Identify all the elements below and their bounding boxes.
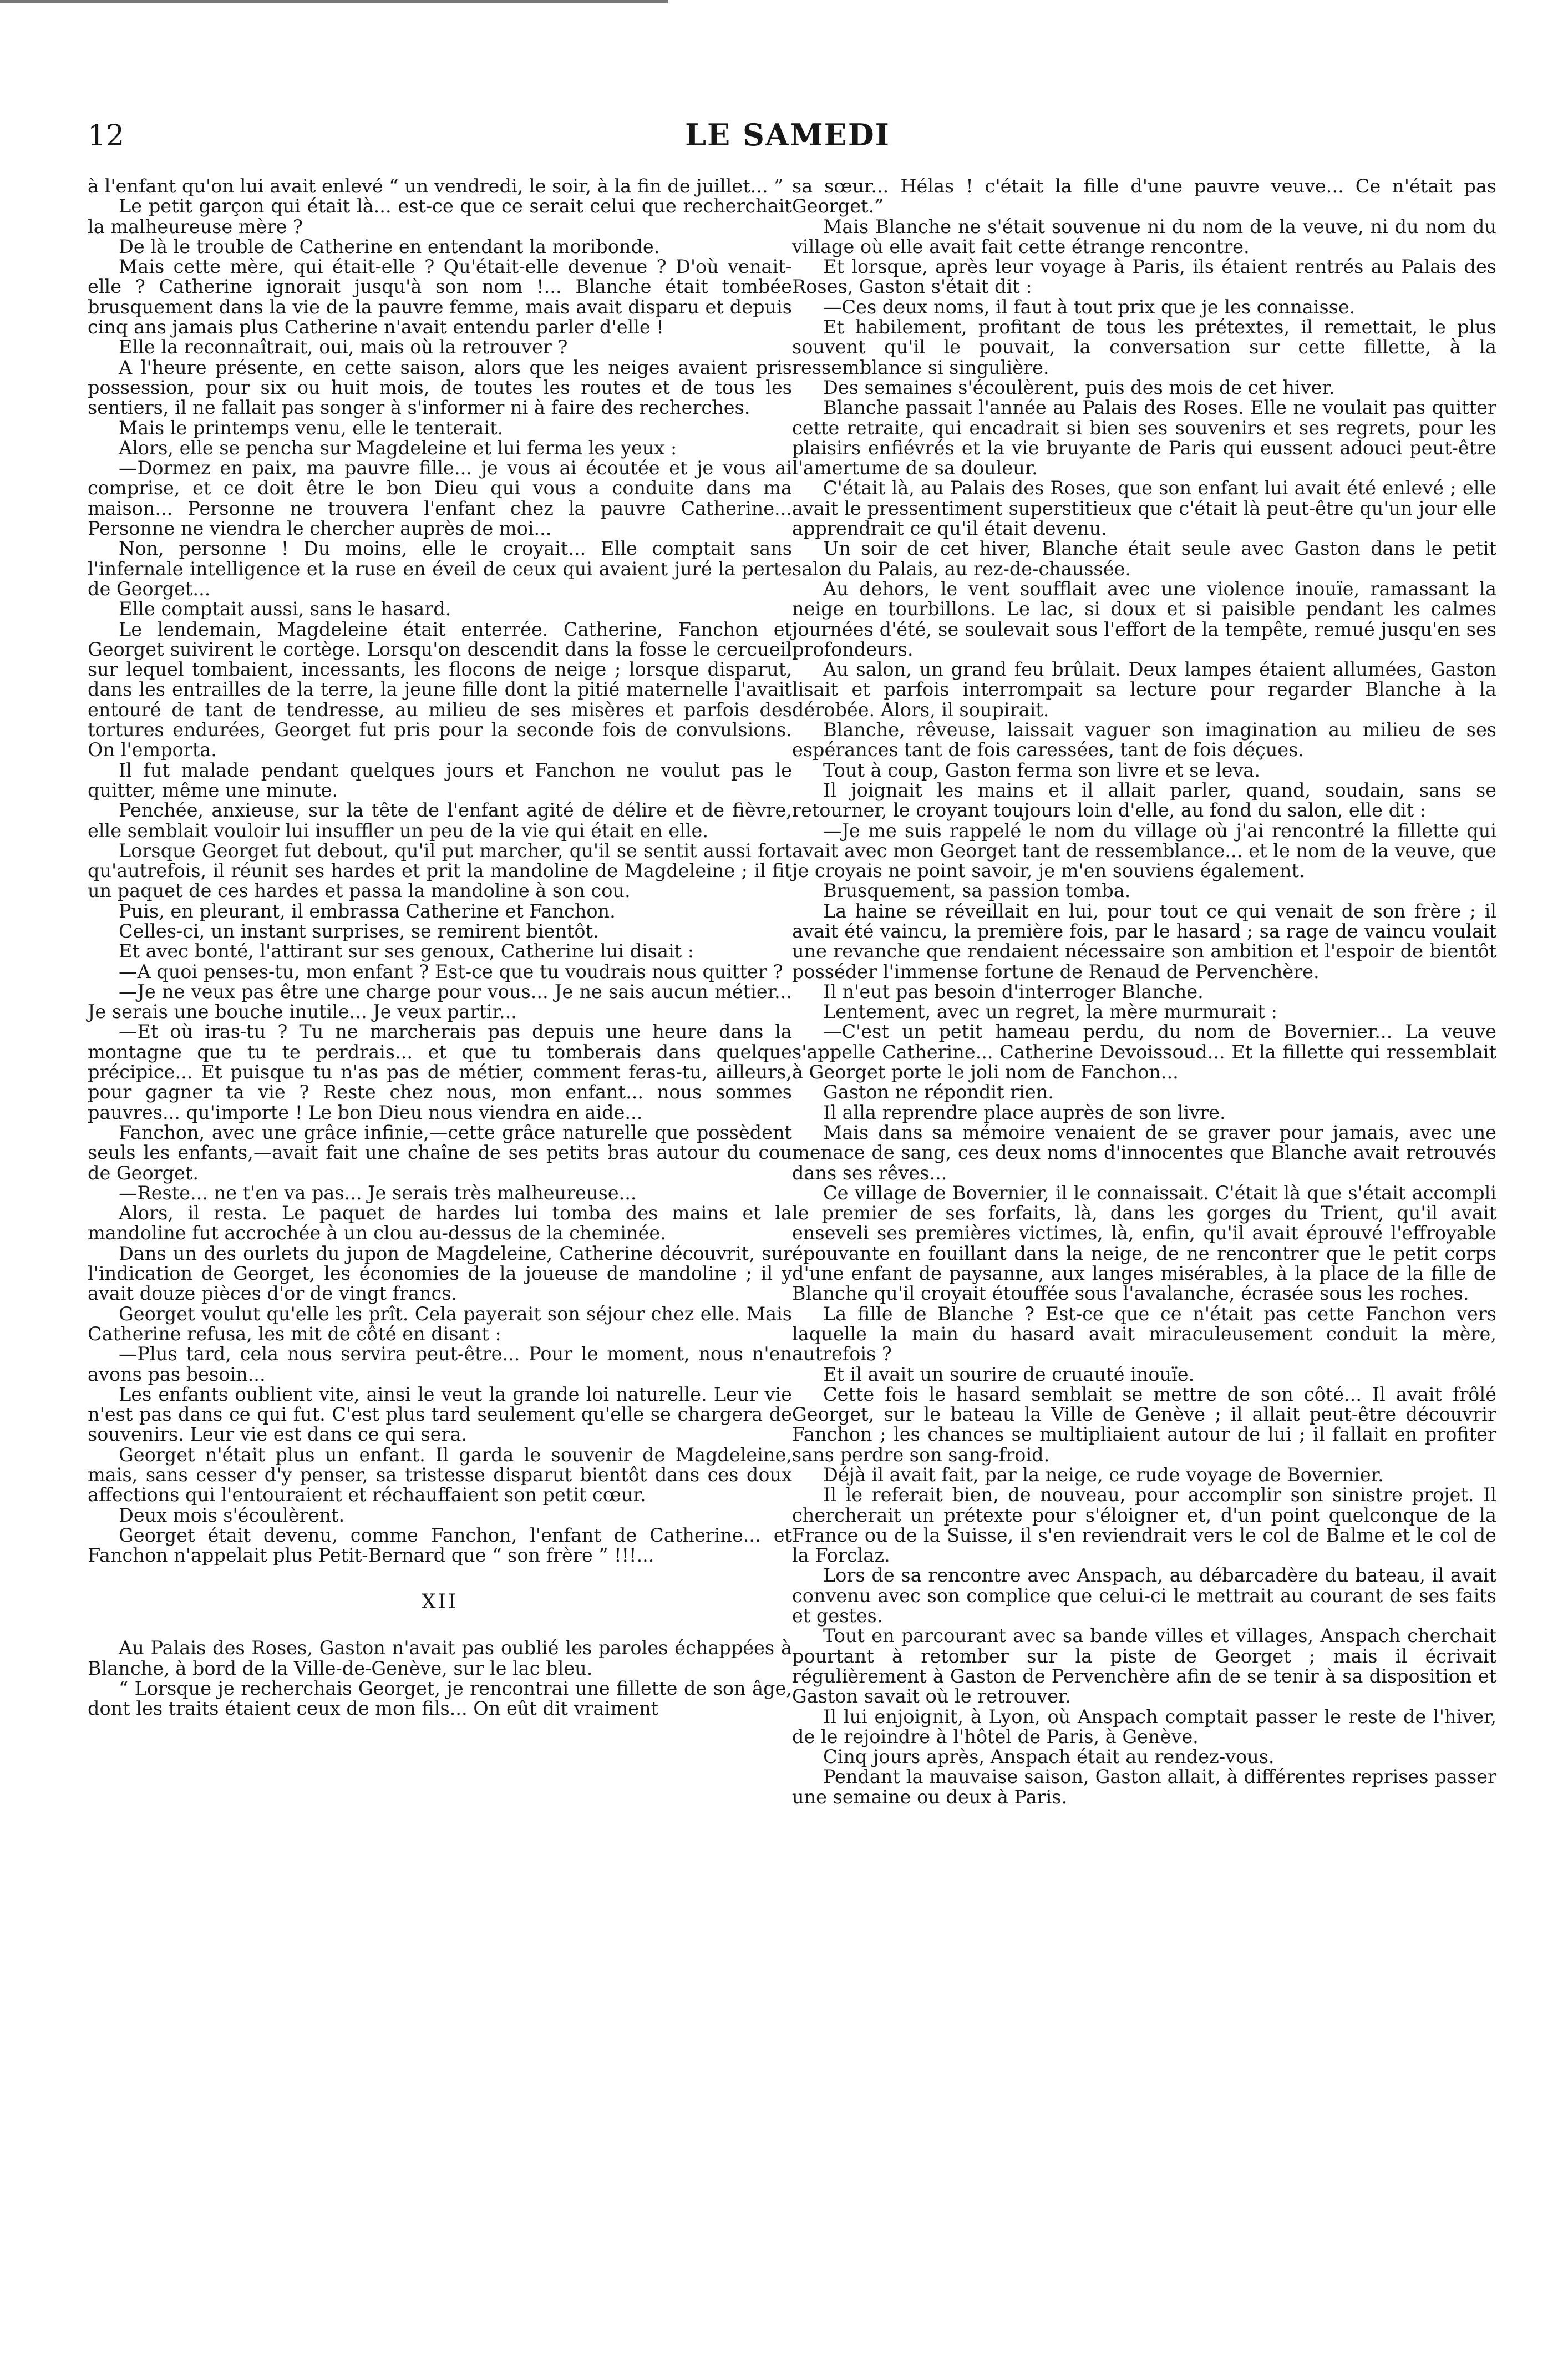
paragraph: Puis, en pleurant, il embrassa Catherine et Fanchon. (119, 900, 616, 922)
paragraph: Tout en parcourant avec sa bande villes et villages, Anspach cherchait pourtant à retomber sur la piste de Georget ; mais il écrivait régulièrement à Gaston de Pervenchère afin de se tenir à sa disposition et Gaston savait où le retrouver. (792, 1625, 1496, 1708)
paragraph: Au Palais des Roses, Gaston n'avait pas oublié les paroles échappées à Blanche, à bord de la Ville-de-Genève, sur le lac bleu. (88, 1637, 792, 1679)
paragraph: Mais Blanche ne s'était souvenue ni du nom de la veuve, ni du nom du village où elle avait fait cette étrange rencontre. (792, 215, 1496, 257)
paragraph: Ce village de Bovernier, il le connaissait. C'était là que s'était accompli le premier de ses forfaits, là, dans les gorges du Trient, qu'il avait enseveli ses premières victimes, là, enfin, qu'il avait éprouvé l'effroyable épouvante en fouillant dans la neige, de ne rencontrer que le petit corps d'une enfant de paysanne, aux langes misérables, à la place de la fille de Blanche qu'il croyait étouffée sous l'avalanche, écrasée sous les roches. (792, 1182, 1496, 1305)
paragraph: Lentement, avec un regret, la mère murmurait : (823, 1001, 1277, 1023)
paragraph: Dans un des ourlets du jupon de Magdeleine, Catherine découvrit, sur l'indication de Georget, les économies de la joueuse de mandoline ; il y avait douze pièces d'or de vingt francs. (88, 1242, 792, 1305)
chapter-heading: XII (421, 1590, 459, 1614)
left-column-text-before-chapter (88, 176, 792, 1565)
paragraph: Le lendemain, Magdeleine était enterrée. Catherine, Fanchon et Georget suivirent le cortège. Lorsqu'on descendit dans la fosse le cercueil sur lequel tombaient, incessants, les flocons de neige ; lorsque disparut, dans les entrailles de la terre, la jeune fille dont la pitié maternelle l'avait entouré de tant de tendresse, au milieu de ses misères et parfois des tortures endurées, Georget fut pris pour la seconde fois de convulsions. On l'emporta. (88, 618, 792, 761)
paragraph: Pendant la mauvaise saison, Gaston allait, à différentes reprises passer une semaine ou deux à Paris. (792, 1766, 1496, 1808)
paragraph: Lorsque Georget fut debout, qu'il put marcher, qu'il se sentit aussi fort qu'autrefois, il réunit ses hardes et prit la mandoline de Magdeleine ; il fit un paquet de ces hardes et passa la mandoline à son cou. (88, 839, 792, 902)
top-rule (0, 0, 668, 3)
paragraph: Il joignait les mains et il allait parler, quand, soudain, sans se retourner, le croyant toujours loin d'elle, au fond du salon, elle dit : (792, 779, 1496, 822)
paragraph: Penchée, anxieuse, sur la tête de l'enfant agité de délire et de fièvre, elle semblait vouloir lui insuffler un peu de la vie qui était en elle. (88, 799, 792, 842)
paragraph: A l'heure présente, en cette saison, alors que les neiges avaient pris possession, pour six ou huit mois, de toutes les routes et de tous les sentiers, il ne fallait pas songer à s'informer ni à faire des recherches. (88, 356, 792, 419)
paragraph: Les enfants oublient vite, ainsi le veut la grande loi naturelle. Leur vie n'est pas dans ce qui fut. C'est plus tard seulement qu'elle se chargera de souvenirs. Leur vie est dans ce qui sera. (88, 1383, 792, 1446)
paragraph: Gaston ne répondit rien. (823, 1081, 1054, 1103)
paragraph: Des semaines s'écoulèrent, puis des mois de cet hiver. (823, 376, 1335, 398)
paragraph: Et lorsque, après leur voyage à Paris, ils étaient rentrés au Palais des Roses, Gaston s'était dit : (792, 256, 1496, 298)
paragraph: Georget était devenu, comme Fanchon, l'enfant de Catherine... et Fanchon n'appelait plus Petit-Bernard que “ son frère ” !!!... (88, 1524, 792, 1567)
left-column (88, 176, 792, 1719)
paragraph: Deux mois s'écoulèrent. (119, 1504, 345, 1526)
paragraph: Déjà il avait fait, par la neige, ce rude voyage de Bovernier. (823, 1464, 1384, 1486)
paragraph: —Plus tard, cela nous servira peut-être... Pour le moment, nous n'en avons pas besoin... (88, 1343, 792, 1385)
paragraph: Brusquement, sa passion tomba. (823, 880, 1131, 902)
paragraph: Mais le printemps venu, elle le tenterait. (119, 417, 504, 439)
paragraph: Elle comptait aussi, sans le hasard. (119, 598, 451, 620)
paragraph: Au salon, un grand feu brûlait. Deux lampes étaient allumées, Gaston lisait et parfois interrompait sa lecture pour regarder Blanche à la dérobée. Alors, il soupirait. (792, 658, 1496, 721)
paragraph: sa sœur... Hélas ! c'était la fille d'une pauvre veuve... Ce n'était pas Georget.” (792, 175, 1496, 217)
paragraph: Alors, elle se pencha sur Magdeleine et lui ferma les yeux : (119, 437, 677, 459)
paragraph: Le petit garçon qui était là... est-ce que ce serait celui que recherchait la malheureuse mère ? (88, 195, 792, 237)
right-column (792, 176, 1496, 1807)
right-column-text (792, 176, 1496, 1807)
paragraph: —C'est un petit hameau perdu, du nom de Bovernier... La veuve s'appelle Catherine... Catherine Devoissoud... Et la fillette qui ressemblait à Georget porte le joli nom de Fanchon... (792, 1021, 1496, 1083)
paragraph: —A quoi penses-tu, mon enfant ? Est-ce que tu voudrais nous quitter ? (119, 960, 783, 982)
paragraph: Alors, il resta. Le paquet de hardes lui tomba des mains et la mandoline fut accrochée à un clou au-dessus de la cheminée. (88, 1202, 792, 1244)
paragraph: Cinq jours après, Anspach était au rendez-vous. (823, 1746, 1275, 1768)
paragraph: Blanche, rêveuse, laissait vaguer son imagination au milieu de ses espérances tant de fois caressées, tant de fois déçues. (792, 719, 1496, 761)
paragraph: Blanche passait l'année au Palais des Roses. Elle ne voulait pas quitter cette retraite, qui encadrait si bien ses souvenirs et ses regrets, pour les plaisirs enfiévrés et la vie bruyante de Paris qui eussent adouci peut-être l'amertume de sa douleur. (792, 397, 1496, 479)
paragraph: Il alla reprendre place auprès de son livre. (823, 1101, 1226, 1123)
paragraph: —Je ne veux pas être une charge pour vous... Je ne sais aucun métier... Je serais une bouche inutile... Je veux partir... (88, 980, 792, 1023)
page-number: 12 (88, 119, 125, 153)
paragraph: Cette fois le hasard semblait se mettre de son côté... Il avait frôlé Georget, sur le bateau la Ville de Genève ; il allait peut-être découvrir Fanchon ; les chances se multipliaient autour de lui ; il fallait en profiter sans perdre son sang-froid. (792, 1383, 1496, 1466)
paragraph: Au dehors, le vent soufflait avec une violence inouïe, ramassant la neige en tourbillons. Le lac, si doux et si paisible pendant les calmes journées d'été, se soulevait sous l'effort de la tempête, remué jusqu'en ses profondeurs. (792, 577, 1496, 660)
paragraph: La fille de Blanche ? Est-ce que ce n'était pas cette Fanchon vers laquelle la main du hasard avait miraculeusement conduit la mère, autrefois ? (792, 1303, 1496, 1365)
paragraph: Mais dans sa mémoire venaient de se graver pour jamais, avec une menace de sang, ces deux noms d'innocentes que Blanche avait retrouvés dans ses rêves... (792, 1121, 1496, 1184)
paragraph: Tout à coup, Gaston ferma son livre et se leva. (823, 759, 1260, 781)
paragraph: Georget voulut qu'elle les prît. Cela payerait son séjour chez elle. Mais Catherine refusa, les mit de côté en disant : (88, 1303, 792, 1345)
paragraph: Un soir de cet hiver, Blanche était seule avec Gaston dans le petit salon du Palais, au rez-de-chaussée. (792, 538, 1496, 580)
paragraph: C'était là, au Palais des Roses, que son enfant lui avait été enlevé ; elle avait le pressentiment superstitieux que c'était là peut-être qu'un jour elle apprendrait ce qu'il était devenu. (792, 477, 1496, 540)
paragraph: Et habilement, profitant de tous les prétextes, il remettait, le plus souvent qu'il le pouvait, la conversation sur cette fillette, à la ressemblance si singulière. (792, 316, 1496, 378)
paragraph: —Dormez en paix, ma pauvre fille... je vous ai écoutée et je vous ai comprise, et ce doit être le bon Dieu qui vous a conduite dans ma maison... Personne ne trouvera l'enfant chez la pauvre Catherine... Personne ne viendra le chercher auprès de moi... (88, 457, 792, 540)
paragraph: Et il avait un sourire de cruauté inouïe. (823, 1363, 1195, 1385)
paragraph: —Et où iras-tu ? Tu ne marcherais pas depuis une heure dans la montagne que tu te perdrais... et que tu tomberais dans quelque précipice... Et puisque tu n'as pas de métier, comment feras-tu, ailleurs, pour gagner ta vie ? Reste chez nous, mon enfant... nous sommes pauvres... qu'importe ! Le bon Dieu nous viendra en aide... (88, 1021, 792, 1123)
paragraph: Georget n'était plus un enfant. Il garda le souvenir de Magdeleine, mais, sans cesser d'y penser, sa tristesse disparut bientôt dans ces doux affections qui l'entouraient et réchauffaient son petit cœur. (88, 1443, 792, 1506)
paragraph: Non, personne ! Du moins, elle le croyait... Elle comptait sans l'infernale intelligence et la ruse en éveil de ceux qui avaient juré la perte de Georget... (88, 538, 792, 600)
paragraph: Lors de sa rencontre avec Anspach, au débarcadère du bateau, il avait convenu avec son complice que celui-ci le mettrait au courant de ses faits et gestes. (792, 1564, 1496, 1627)
paragraph: Celles-ci, un instant surprises, se remirent bientôt. (119, 920, 599, 942)
paragraph: La haine se réveillait en lui, pour tout ce qui venait de son frère ; il avait été vaincu, la première fois, par le hasard ; sa rage de vaincu voulait une revanche que rendaient nécessaire son ambition et l'espoir de bientôt posséder l'immense fortune de Renaud de Pervenchère. (792, 900, 1496, 982)
paragraph: —Je me suis rappelé le nom du village où j'ai rencontré la fillette qui avait avec mon Georget tant de ressemblance... et le nom de la veuve, que je croyais ne point savoir, je m'en souviens également. (792, 819, 1496, 882)
running-head-title: LE SAMEDI (685, 117, 890, 153)
paragraph: “ Lorsque je recherchais Georget, je rencontrai une fillette de son âge, dont les traits étaient ceux de mon fils... On eût dit vraiment (88, 1678, 792, 1720)
paragraph: Fanchon, avec une grâce infinie,—cette grâce naturelle que possèdent seuls les enfants,—avait fait une chaîne de ses petits bras autour du cou de Georget. (88, 1121, 792, 1184)
paragraph: Il fut malade pendant quelques jours et Fanchon ne voulut pas le quitter, même une minute. (88, 759, 792, 801)
paragraph: —Reste... ne t'en va pas... Je serais très malheureuse... (119, 1182, 637, 1204)
paragraph: à l'enfant qu'on lui avait enlevé “ un vendredi, le soir, à la fin de juillet... ” (88, 175, 784, 197)
paragraph: Il lui enjoignit, à Lyon, où Anspach comptait passer le reste de l'hiver, de le rejoindre à l'hôtel de Paris, à Genève. (792, 1705, 1496, 1747)
paragraph: Il le referait bien, de nouveau, pour accomplir son sinistre projet. Il chercherait un prétexte pour s'éloigner et, d'un point quelconque de la France ou de la Suisse, il s'en reviendrait vers le col de Balme et le col de la Forclaz. (792, 1484, 1496, 1567)
paragraph: De là le trouble de Catherine en entendant la moribonde. (119, 235, 660, 257)
paragraph: Il n'eut pas besoin d'interroger Blanche. (823, 980, 1204, 1002)
paragraph: —Ces deux noms, il faut à tout prix que je les connaisse. (823, 296, 1356, 318)
left-column-text-after-chapter (88, 1638, 792, 1719)
paragraph: Mais cette mère, qui était-elle ? Qu'était-elle devenue ? D'où venait-elle ? Catherine ignorait jusqu'à son nom !... Blanche était tombée brusquement dans la vie de la pauvre femme, mais avait disparu et depuis cinq ans jamais plus Catherine n'avait entendu parler d'elle ! (88, 256, 792, 338)
paragraph: Elle la reconnaîtrait, oui, mais où la retrouver ? (119, 336, 568, 358)
paragraph: Et avec bonté, l'attirant sur ses genoux, Catherine lui disait : (119, 940, 694, 962)
